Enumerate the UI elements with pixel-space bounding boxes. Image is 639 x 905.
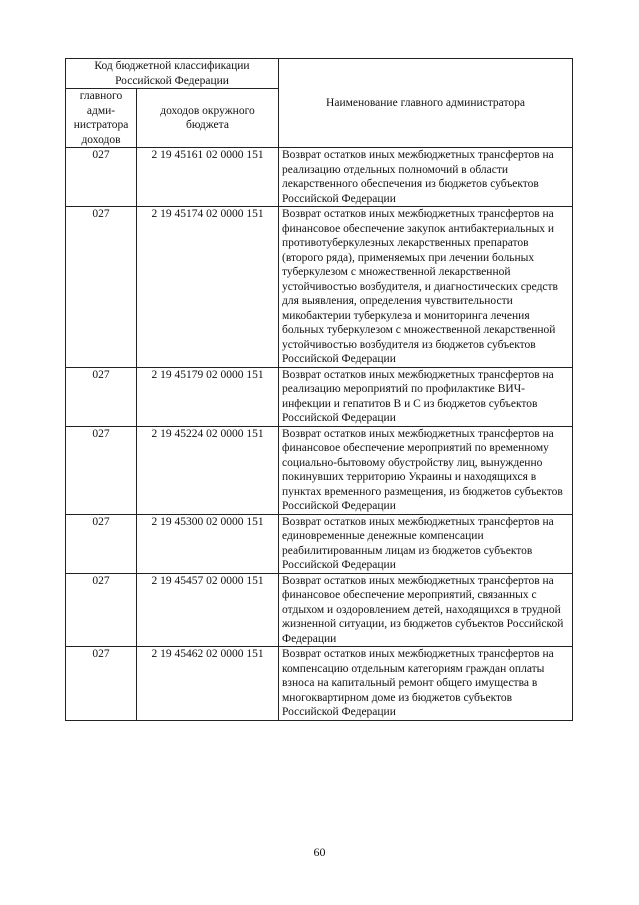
administrator-name-cell: Возврат остатков иных межбюджетных трансфертов на финансовое обеспечение закупок антибактериальных и противотуберкулезных лекарственных препаратов (второго ряда), применяемых при лечении больных туберкулезом с множественной лекарственной устойчивостью возбудителя, и диагностических средств для выявления, определения чувствительности микобактерии туберкулеза и мониторинга лечения больных туберкулезом с множественной лекарственной устойчивостью возбудителя из бюджетов субъектов Российской Федерации bbox=[279, 207, 573, 368]
header-administrator-name: Наименование главного администратора bbox=[279, 59, 573, 148]
administrator-name-cell: Возврат остатков иных межбюджетных трансфертов на компенсацию отдельным категориям граждан оплаты взноса на капитальный ремонт общего имущества в многоквартирном доме из бюджетов субъектов Российской Федерации bbox=[279, 647, 573, 721]
budget-code-cell: 2 19 45300 02 0000 151 bbox=[137, 514, 279, 573]
admin-code-cell: 027 bbox=[66, 573, 137, 647]
page-number: 60 bbox=[313, 845, 326, 859]
admin-code-cell: 027 bbox=[66, 426, 137, 514]
budget-code-cell: 2 19 45224 02 0000 151 bbox=[137, 426, 279, 514]
budget-classification-table bbox=[65, 58, 573, 721]
table-row bbox=[66, 207, 573, 368]
admin-code-cell: 027 bbox=[66, 514, 137, 573]
table-row bbox=[66, 573, 573, 647]
administrator-name-cell: Возврат остатков иных межбюджетных трансфертов на реализацию мероприятий по профилактике ВИЧ-инфекции и гепатитов B и C из бюджетов субъектов Российской Федерации bbox=[279, 367, 573, 426]
administrator-name-cell: Возврат остатков иных межбюджетных трансфертов на финансовое обеспечение мероприятий по временному социально-бытовому обустройству лиц, вынужденно покинувших территорию Украины и находящихся в пунктах временного размещения, из бюджетов субъектов Российской Федерации bbox=[279, 426, 573, 514]
header-row-top bbox=[66, 59, 573, 89]
admin-code-cell: 027 bbox=[66, 207, 137, 368]
admin-code-cell: 027 bbox=[66, 148, 137, 207]
admin-code-cell: 027 bbox=[66, 647, 137, 721]
administrator-name-cell: Возврат остатков иных межбюджетных трансфертов на реализацию отдельных полномочий в области лекарственного обеспечения из бюджетов субъектов Российской Федерации bbox=[279, 148, 573, 207]
header-main-administrator: главного адми-нистратора доходов bbox=[66, 89, 137, 148]
budget-code-cell: 2 19 45174 02 0000 151 bbox=[137, 207, 279, 368]
table-row bbox=[66, 148, 573, 207]
table-row bbox=[66, 514, 573, 573]
table-row bbox=[66, 647, 573, 721]
budget-code-cell: 2 19 45161 02 0000 151 bbox=[137, 148, 279, 207]
budget-code-cell: 2 19 45457 02 0000 151 bbox=[137, 573, 279, 647]
budget-code-cell: 2 19 45462 02 0000 151 bbox=[137, 647, 279, 721]
header-district-budget-revenue: доходов окружного бюджета bbox=[137, 89, 279, 148]
administrator-name-cell: Возврат остатков иных межбюджетных трансфертов на единовременные денежные компенсации реабилитированным лицам из бюджетов субъектов Российской Федерации bbox=[279, 514, 573, 573]
administrator-name-cell: Возврат остатков иных межбюджетных трансфертов на финансовое обеспечение мероприятий, связанных с отдыхом и оздоровлением детей, находящихся в трудной жизненной ситуации, из бюджетов субъектов Российской Федерации bbox=[279, 573, 573, 647]
header-classification-code: Код бюджетной классификации Российской Федерации bbox=[66, 59, 279, 89]
table-body bbox=[66, 148, 573, 721]
budget-code-cell: 2 19 45179 02 0000 151 bbox=[137, 367, 279, 426]
table-row bbox=[66, 367, 573, 426]
table-row bbox=[66, 426, 573, 514]
admin-code-cell: 027 bbox=[66, 367, 137, 426]
